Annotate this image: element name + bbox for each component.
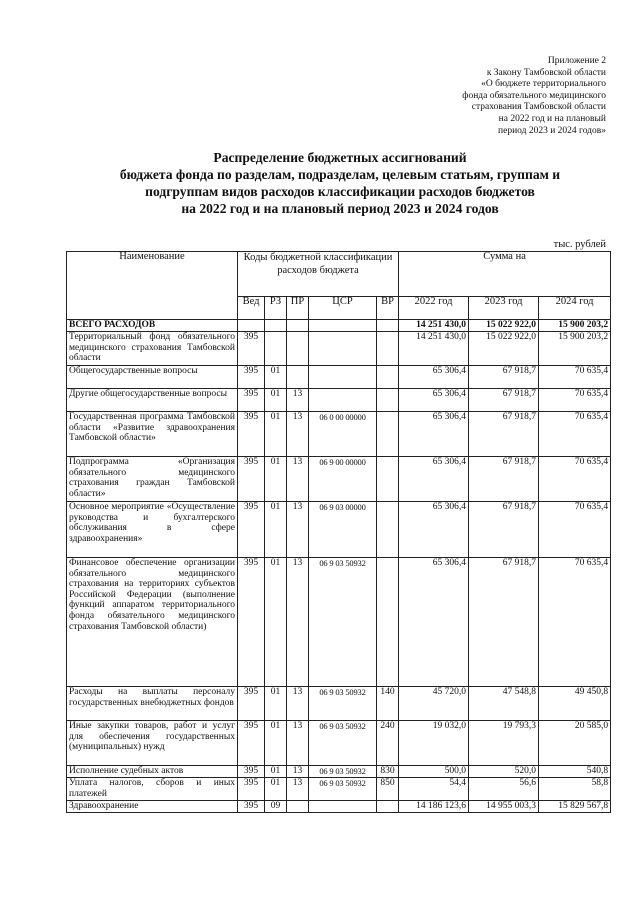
cell-name: Территориальный фонд обязательного медицинского страхования Тамбовской области bbox=[67, 332, 238, 366]
header-rz: РЗ bbox=[265, 297, 287, 320]
table-row bbox=[67, 778, 611, 801]
cell-pr: 13 bbox=[287, 502, 309, 558]
table-row bbox=[67, 320, 611, 332]
cell-csr: 06 9 03 00000 bbox=[309, 502, 377, 558]
units-label: тыс. рублей bbox=[553, 239, 606, 250]
cell-2023: 15 022 922,0 bbox=[469, 332, 539, 366]
cell-csr bbox=[309, 320, 377, 332]
appendix-line: на 2022 год и на плановый bbox=[498, 113, 606, 124]
cell-2022: 500,0 bbox=[399, 766, 469, 778]
cell-2022: 65 306,4 bbox=[399, 412, 469, 457]
title-line: на 2022 год и на плановый период 2023 и 2024 годов bbox=[181, 201, 499, 216]
cell-name: ВСЕГО РАСХОДОВ bbox=[67, 320, 238, 332]
cell-rz: 01 bbox=[265, 412, 287, 457]
cell-vr: 850 bbox=[377, 778, 399, 801]
cell-pr: 13 bbox=[287, 457, 309, 502]
header-2024: 2024 год bbox=[539, 297, 611, 320]
title-line: Распределение бюджетных ассигнований bbox=[213, 150, 467, 165]
table-row bbox=[67, 332, 611, 366]
cell-rz: 01 bbox=[265, 687, 287, 721]
table-row bbox=[67, 502, 611, 558]
header-name: Наименование bbox=[67, 252, 238, 320]
cell-name: Иные закупки товаров, работ и услуг для обеспечения государственных (муниципальных) нужд bbox=[67, 721, 238, 766]
cell-rz bbox=[265, 332, 287, 366]
cell-pr: 13 bbox=[287, 778, 309, 801]
appendix-line: страхования Тамбовской области bbox=[471, 102, 606, 113]
table-row bbox=[67, 558, 611, 687]
cell-2023: 520,0 bbox=[469, 766, 539, 778]
cell-2022: 19 032,0 bbox=[399, 721, 469, 766]
cell-name: Финансовое обеспечение организации обязательного медицинского страхования на территориях субъектов Российской Федерации (выполнение функций аппаратом территориального фонда обязательного медицинского страхования Тамбовской области) bbox=[67, 558, 238, 687]
title-line: подгруппам видов расходов классификации расходов бюджетов bbox=[145, 184, 535, 199]
cell-ved bbox=[238, 320, 265, 332]
cell-2023: 67 918,7 bbox=[469, 558, 539, 687]
cell-vr bbox=[377, 366, 399, 389]
cell-2024: 540,8 bbox=[539, 766, 611, 778]
cell-pr: 13 bbox=[287, 558, 309, 687]
cell-vr bbox=[377, 457, 399, 502]
header-csr: ЦСР bbox=[309, 297, 377, 320]
cell-vr bbox=[377, 389, 399, 412]
cell-name: Уплата налогов, сборов и иных платежей bbox=[67, 778, 238, 801]
cell-vr bbox=[377, 332, 399, 366]
cell-2022: 65 306,4 bbox=[399, 389, 469, 412]
cell-pr: 13 bbox=[287, 389, 309, 412]
cell-2022: 65 306,4 bbox=[399, 457, 469, 502]
cell-vr bbox=[377, 558, 399, 687]
appendix-line: Приложение 2 bbox=[547, 56, 606, 66]
appendix-line: фонда обязательного медицинского bbox=[462, 90, 606, 101]
cell-ved: 395 bbox=[238, 502, 265, 558]
cell-csr: 06 0 00 00000 bbox=[309, 412, 377, 457]
cell-2024: 70 635,4 bbox=[539, 366, 611, 389]
cell-2024: 15 900 203,2 bbox=[539, 320, 611, 332]
cell-ved: 395 bbox=[238, 412, 265, 457]
table-row bbox=[67, 801, 611, 813]
budget-table bbox=[66, 251, 611, 813]
cell-vr bbox=[377, 320, 399, 332]
cell-csr: 06 9 03 50932 bbox=[309, 721, 377, 766]
cell-2022: 54,4 bbox=[399, 778, 469, 801]
cell-2024: 70 635,4 bbox=[539, 412, 611, 457]
cell-pr: 13 bbox=[287, 766, 309, 778]
cell-name: Исполнение судебных актов bbox=[67, 766, 238, 778]
cell-ved: 395 bbox=[238, 766, 265, 778]
appendix-line: период 2023 и 2024 годов» bbox=[498, 125, 606, 136]
cell-name: Государственная программа Тамбовской области «Развитие здравоохранения Тамбовской области» bbox=[67, 412, 238, 457]
header-codes: Коды бюджетной классификации расходов бюджета bbox=[238, 252, 399, 297]
cell-name: Общегосударственные вопросы bbox=[67, 366, 238, 389]
cell-rz: 01 bbox=[265, 721, 287, 766]
table-row bbox=[67, 687, 611, 721]
cell-rz: 01 bbox=[265, 778, 287, 801]
cell-2024: 70 635,4 bbox=[539, 558, 611, 687]
cell-2024: 70 635,4 bbox=[539, 457, 611, 502]
cell-name: Другие общегосударственные вопросы bbox=[67, 389, 238, 412]
table-row bbox=[67, 412, 611, 457]
cell-rz: 01 bbox=[265, 502, 287, 558]
cell-vr bbox=[377, 502, 399, 558]
cell-csr: 06 9 03 50932 bbox=[309, 766, 377, 778]
cell-ved: 395 bbox=[238, 801, 265, 813]
cell-2022: 14 186 123,6 bbox=[399, 801, 469, 813]
cell-2023: 67 918,7 bbox=[469, 502, 539, 558]
cell-2024: 20 585,0 bbox=[539, 721, 611, 766]
cell-vr bbox=[377, 412, 399, 457]
cell-csr bbox=[309, 332, 377, 366]
table-row bbox=[67, 457, 611, 502]
cell-2024: 70 635,4 bbox=[539, 389, 611, 412]
cell-rz: 01 bbox=[265, 766, 287, 778]
cell-name: Здравоохранение bbox=[67, 801, 238, 813]
appendix-line: к Закону Тамбовской области bbox=[486, 67, 606, 78]
cell-vr: 140 bbox=[377, 687, 399, 721]
title-line: бюджета фонда по разделам, подразделам, целевым статьям, группам и bbox=[119, 167, 561, 182]
cell-2023: 47 548,8 bbox=[469, 687, 539, 721]
cell-name: Основное мероприятие «Осуществление руководства и бухгалтерского обслуживания в сфере здравоохранения» bbox=[67, 502, 238, 558]
cell-rz: 01 bbox=[265, 389, 287, 412]
cell-2023: 14 955 003,3 bbox=[469, 801, 539, 813]
cell-2023: 67 918,7 bbox=[469, 412, 539, 457]
cell-pr: 13 bbox=[287, 721, 309, 766]
table-row bbox=[67, 766, 611, 778]
header-2023: 2023 год bbox=[469, 297, 539, 320]
cell-2024: 15 829 567,8 bbox=[539, 801, 611, 813]
cell-csr: 06 9 03 50932 bbox=[309, 687, 377, 721]
cell-ved: 395 bbox=[238, 457, 265, 502]
cell-2023: 67 918,7 bbox=[469, 389, 539, 412]
cell-2023: 19 793,3 bbox=[469, 721, 539, 766]
cell-2022: 14 251 430,0 bbox=[399, 320, 469, 332]
header-pr: ПР bbox=[287, 297, 309, 320]
cell-2023: 15 022 922,0 bbox=[469, 320, 539, 332]
cell-vr bbox=[377, 801, 399, 813]
cell-csr: 06 9 03 50932 bbox=[309, 558, 377, 687]
cell-pr: 13 bbox=[287, 412, 309, 457]
cell-name: Расходы на выплаты персоналу государственных внебюджетных фондов bbox=[67, 687, 238, 721]
cell-ved: 395 bbox=[238, 558, 265, 687]
cell-pr bbox=[287, 366, 309, 389]
appendix-line: «О бюджете территориального bbox=[481, 79, 606, 90]
cell-name: Подпрограмма «Организация обязательного медицинского страхования граждан Тамбовской области» bbox=[67, 457, 238, 502]
header-2022: 2022 год bbox=[399, 297, 469, 320]
cell-ved: 395 bbox=[238, 721, 265, 766]
table-row bbox=[67, 721, 611, 766]
cell-csr bbox=[309, 389, 377, 412]
cell-rz bbox=[265, 320, 287, 332]
table-row bbox=[67, 366, 611, 389]
cell-2023: 67 918,7 bbox=[469, 457, 539, 502]
header-vr: ВР bbox=[377, 297, 399, 320]
table-header-row bbox=[67, 252, 611, 297]
cell-ved: 395 bbox=[238, 687, 265, 721]
cell-2022: 65 306,4 bbox=[399, 558, 469, 687]
cell-rz: 01 bbox=[265, 558, 287, 687]
cell-pr bbox=[287, 332, 309, 366]
cell-csr: 06 9 03 50932 bbox=[309, 778, 377, 801]
cell-2023: 67 918,7 bbox=[469, 366, 539, 389]
cell-csr bbox=[309, 801, 377, 813]
table-row bbox=[67, 389, 611, 412]
cell-2024: 15 900 203,2 bbox=[539, 332, 611, 366]
document-title bbox=[60, 149, 620, 217]
cell-vr: 830 bbox=[377, 766, 399, 778]
cell-pr: 13 bbox=[287, 687, 309, 721]
cell-2022: 65 306,4 bbox=[399, 366, 469, 389]
cell-vr: 240 bbox=[377, 721, 399, 766]
cell-rz: 09 bbox=[265, 801, 287, 813]
header-sum: Сумма на bbox=[399, 252, 611, 297]
cell-ved: 395 bbox=[238, 389, 265, 412]
cell-2024: 58,8 bbox=[539, 778, 611, 801]
cell-pr bbox=[287, 801, 309, 813]
cell-2022: 14 251 430,0 bbox=[399, 332, 469, 366]
cell-rz: 01 bbox=[265, 457, 287, 502]
cell-rz: 01 bbox=[265, 366, 287, 389]
cell-pr bbox=[287, 320, 309, 332]
cell-ved: 395 bbox=[238, 332, 265, 366]
cell-ved: 395 bbox=[238, 778, 265, 801]
cell-csr: 06 9 00 00000 bbox=[309, 457, 377, 502]
cell-2024: 70 635,4 bbox=[539, 502, 611, 558]
cell-2024: 49 450,8 bbox=[539, 687, 611, 721]
appendix-note bbox=[366, 56, 606, 137]
cell-2022: 45 720,0 bbox=[399, 687, 469, 721]
header-ved: Вед bbox=[238, 297, 265, 320]
cell-2023: 56,6 bbox=[469, 778, 539, 801]
cell-csr bbox=[309, 366, 377, 389]
cell-ved: 395 bbox=[238, 366, 265, 389]
cell-2022: 65 306,4 bbox=[399, 502, 469, 558]
